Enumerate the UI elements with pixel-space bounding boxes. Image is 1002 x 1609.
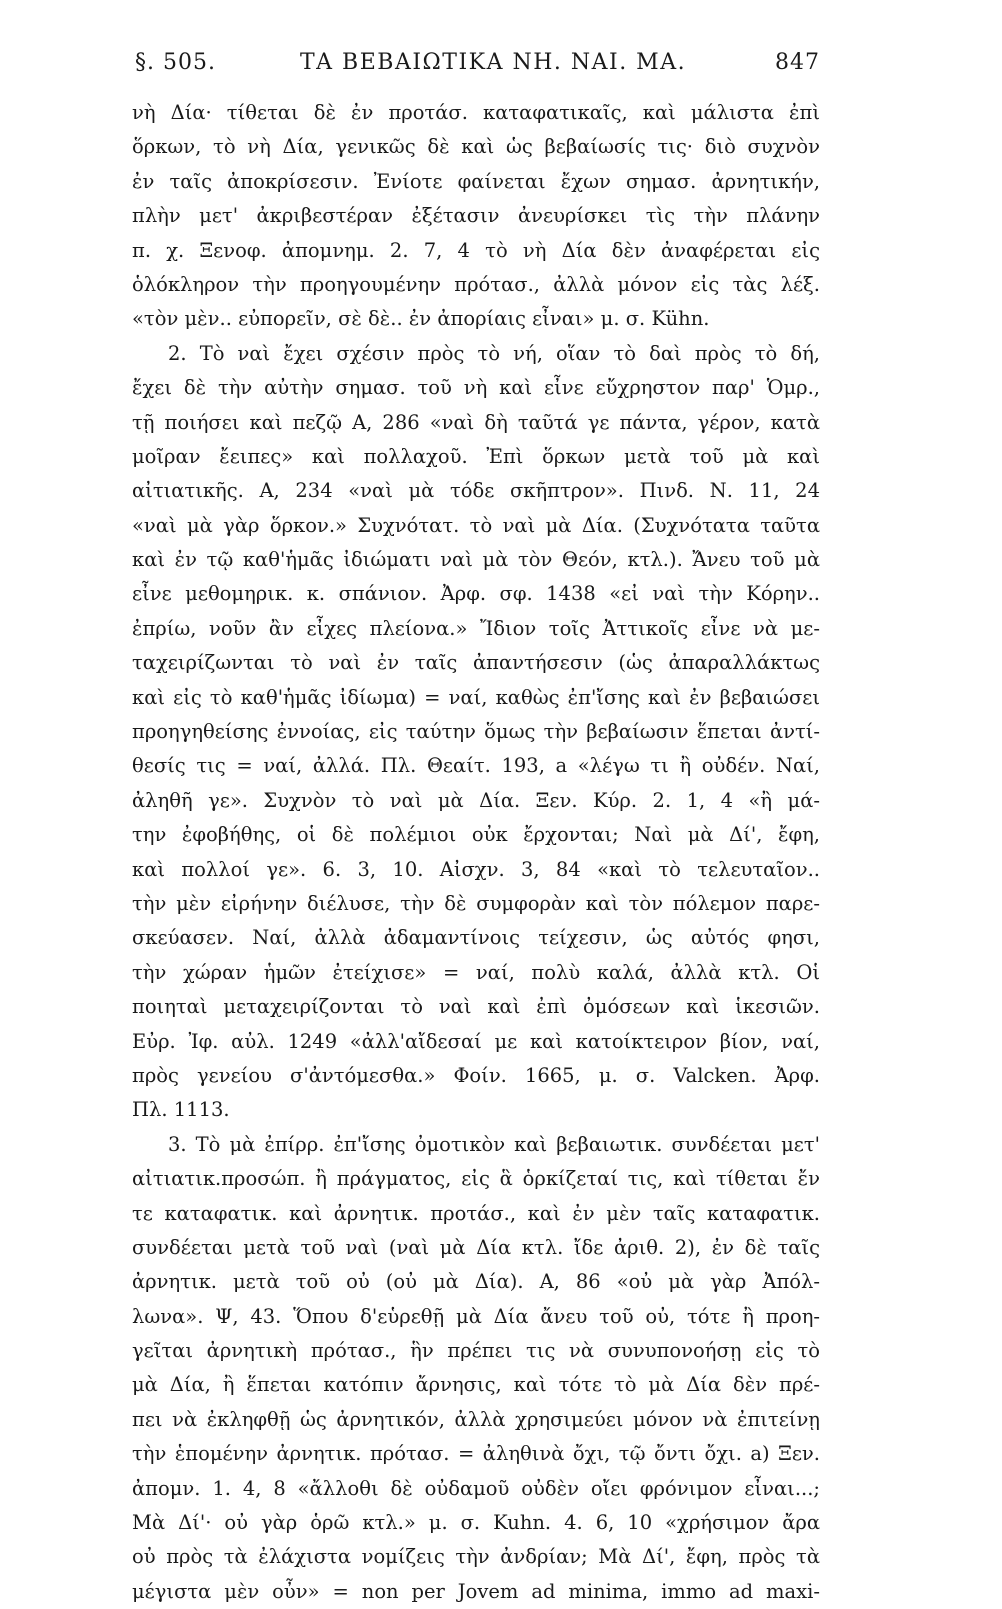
text-line: εἶνε μεθομηρικ. κ. σπάνιον. Ἀρφ. σφ. 1438 «εἰ ναὶ τὴν Κόρην.. xyxy=(132,582,820,606)
text-line: θεσίς τις = ναί, ἀλλά. Πλ. Θεαίτ. 193, a «λέγω τι ἢ οὐδέν. Ναί, xyxy=(132,754,820,778)
text-line: π. χ. Ξενοφ. ἀπομνημ. 2. 7, 4 τὸ νὴ Δία δὲν ἀναφέρεται εἰς xyxy=(132,238,820,262)
text-line: ἀρνητικ. μετὰ τοῦ οὐ (οὐ μὰ Δία). Α, 86 «οὐ μὰ γὰρ Ἀπόλ- xyxy=(132,1270,820,1294)
text-line: ἀληθῆ γε». Συχνὸν τὸ ναὶ μὰ Δία. Ξεν. Κύρ. 2. 1, 4 «ἢ μά- xyxy=(132,788,820,812)
text-line: πρὸς γενείου σ'ἀντόμεσθα.» Φοίν. 1665, μ. σ. Valcken. Ἀρφ. xyxy=(132,1063,820,1087)
text-line: συνδέεται μετὰ τοῦ ναὶ (ναὶ μὰ Δία κτλ. ἴδε ἀριθ. 2), ἐν δὲ ταῖς xyxy=(132,1235,820,1259)
text-line: τὴν ἑπομένην ἀρνητικ. πρότασ. = ἀληθινὰ ὄχι, τῷ ὄντι ὄχι. a) Ξεν. xyxy=(132,1442,820,1466)
text-line: νὴ Δία· τίθεται δὲ ἐν προτάσ. καταφατικαῖς, καὶ μάλιστα ἐπὶ xyxy=(132,101,820,124)
text-line: τὴν μὲν εἰρήνην διέλυσε, τὴν δὲ συμφορὰν καὶ τὸν πόλεμον παρε- xyxy=(132,891,820,915)
text-line: μὰ Δία, ἢ ἕπεται κατόπιν ἄρνησις, καὶ τότε τὸ μὰ Δία δὲν πρέ- xyxy=(132,1373,820,1397)
text-line: «ναὶ μὰ γὰρ ὅρκον.» Συχνότατ. τὸ ναὶ μὰ Δία. (Συχνότατα ταῦτα xyxy=(132,513,820,537)
body-text xyxy=(132,96,820,1609)
text-line: ἐπρίω, νοῦν ἂν εἶχες πλείονα.» Ἴδιον τοῖς Ἀττικοῖς εἶνε νὰ με- xyxy=(132,616,820,640)
text-line: Μὰ Δί'· οὐ γὰρ ὁρῶ κτλ.» μ. σ. Kuhn. 4. 6, 10 «χρήσιμον ἄρα xyxy=(132,1511,820,1535)
text-line: τῇ ποιήσει καὶ πεζῷ Α, 286 «ναὶ δὴ ταῦτά γε πάντα, γέρον, κατὰ xyxy=(132,410,820,434)
text-line: τὴν χώραν ἡμῶν ἐτείχισε» = ναί, πολὺ καλά, ἀλλὰ κτλ. Οἱ xyxy=(132,960,820,984)
text-line: ποιηταὶ μεταχειρίζονται τὸ ναὶ καὶ ἐπὶ ὀμόσεων καὶ ἱκεσιῶν. xyxy=(132,995,820,1019)
running-header xyxy=(120,50,820,90)
text-line: ταχειρίζωνται τὸ ναὶ ἐν ταῖς ἀπαντήσεσιν (ὡς ἀπαραλλάκτως xyxy=(132,651,820,675)
text-line: 3. Τὸ μὰ ἐπίρρ. ἐπ'ἴσης ὀμοτικὸν καὶ βεβαιωτικ. συνδέεται μετ' xyxy=(168,1132,820,1156)
text-line: 2. Τὸ ναὶ ἔχει σχέσιν πρὸς τὸ νή, οἵαν τὸ δαὶ πρὸς τὸ δή, xyxy=(168,341,820,365)
text-line: πλὴν μετ' ἀκριβεστέραν ἐξέτασιν ἀνευρίσκει τὶς τὴν πλάνην xyxy=(132,204,820,228)
text-line: γεῖται ἀρνητικὴ πρότασ., ἣν πρέπει τις νὰ συνυπονοήσῃ εἰς τὸ xyxy=(132,1339,820,1363)
page-number: 847 xyxy=(775,50,820,75)
text-line: ὅρκων, τὸ νὴ Δία, γενικῶς δὲ καὶ ὡς βεβαίωσίς τις· διὸ συχνὸν xyxy=(132,135,820,159)
text-line: τε καταφατικ. καὶ ἀρνητικ. προτάσ., καὶ ἐν μὲν ταῖς καταφατικ. xyxy=(132,1201,820,1225)
text-line: αἰτιατικ.προσώπ. ἢ πράγματος, εἰς ἃ ὁρκίζεταί τις, καὶ τίθεται ἔν xyxy=(132,1167,820,1191)
text-line: Πλ. 1113. xyxy=(132,1098,230,1122)
text-line: οὐ πρὸς τὰ ἐλάχιστα νομίζεις τὴν ἀνδρίαν; Μὰ Δί', ἔφη, πρὸς τὰ xyxy=(132,1545,820,1569)
text-line: προηγηθείσης ἐννοίας, εἰς ταύτην ὅμως τὴν βεβαίωσιν ἕπεται ἀντί- xyxy=(132,720,820,744)
text-line: καὶ ἐν τῷ καθ'ἡμᾶς ἰδιώματι ναὶ μὰ τὸν Θεόν, κτλ.). Ἄνευ τοῦ μὰ xyxy=(132,548,820,572)
text-line: ὁλόκληρον τὴν προηγουμένην πρότασ., ἀλλὰ μόνον εἰς τὰς λέξ. xyxy=(132,272,820,296)
text-line: αἰτιατικῆς. Α, 234 «ναὶ μὰ τόδε σκῆπτρον». Πινδ. Ν. 11, 24 xyxy=(132,479,820,503)
section-number: §. 505. xyxy=(135,50,216,75)
running-title: ΤΑ ΒΕΒΑΙΩΤΙΚΑ ΝΗ. ΝΑΙ. ΜΑ. xyxy=(300,50,687,75)
text-line: «τὸν μὲν.. εὐπορεῖν, σὲ δὲ.. ἐν ἀπορίαις εἶναι» μ. σ. Kühn. xyxy=(132,307,710,331)
text-line: καὶ πολλοί γε». 6. 3, 10. Αἰσχν. 3, 84 «καὶ τὸ τελευταῖον.. xyxy=(132,857,820,881)
text-line: Εὐρ. Ἰφ. αὐλ. 1249 «ἀλλ'αἴδεσαί με καὶ κατοίκτειρον βίον, ναί, xyxy=(132,1029,820,1053)
text-line: μέγιστα μὲν οὖν» = non per Jovem ad minima, immo ad maxi- xyxy=(132,1579,820,1603)
text-line: μοῖραν ἔειπες» καὶ πολλαχοῦ. Ἐπὶ ὅρκων μετὰ τοῦ μὰ καὶ xyxy=(132,444,820,468)
text-line: ἔχει δὲ τὴν αὐτὴν σημασ. τοῦ νὴ καὶ εἶνε εὔχρηστον παρ' Ὁμρ., xyxy=(132,376,820,400)
text-line: ἀπομν. 1. 4, 8 «ἄλλοθι δὲ οὐδαμοῦ οὐδὲν οἴει φρόνιμον εἶναι...; xyxy=(132,1476,820,1500)
text-line: ἐν ταῖς ἀποκρίσεσιν. Ἐνίοτε φαίνεται ἔχων σημασ. ἀρνητικήν, xyxy=(132,169,820,193)
text-line: πει νὰ ἐκληφθῇ ὡς ἀρνητικόν, ἀλλὰ χρησιμεύει μόνον νὰ ἐπιτείνῃ xyxy=(132,1407,820,1431)
text-line: λωνα». Ψ, 43. Ὅπου δ'εὑρεθῇ μὰ Δία ἄνευ τοῦ οὐ, τότε ἢ προη- xyxy=(132,1304,820,1328)
text-line: καὶ εἰς τὸ καθ'ἡμᾶς ἰδίωμα) = ναί, καθὼς ἐπ'ἴσης καὶ ἐν βεβαιώσει xyxy=(132,685,820,709)
text-line: σκεύασεν. Ναί, ἀλλὰ ἀδαμαντίνοις τείχεσιν, ὡς αὐτός φησι, xyxy=(132,926,820,950)
text-line: την ἐφοβήθης, οἱ δὲ πολέμιοι οὐκ ἔρχονται; Ναὶ μὰ Δί', ἔφη, xyxy=(132,823,820,847)
